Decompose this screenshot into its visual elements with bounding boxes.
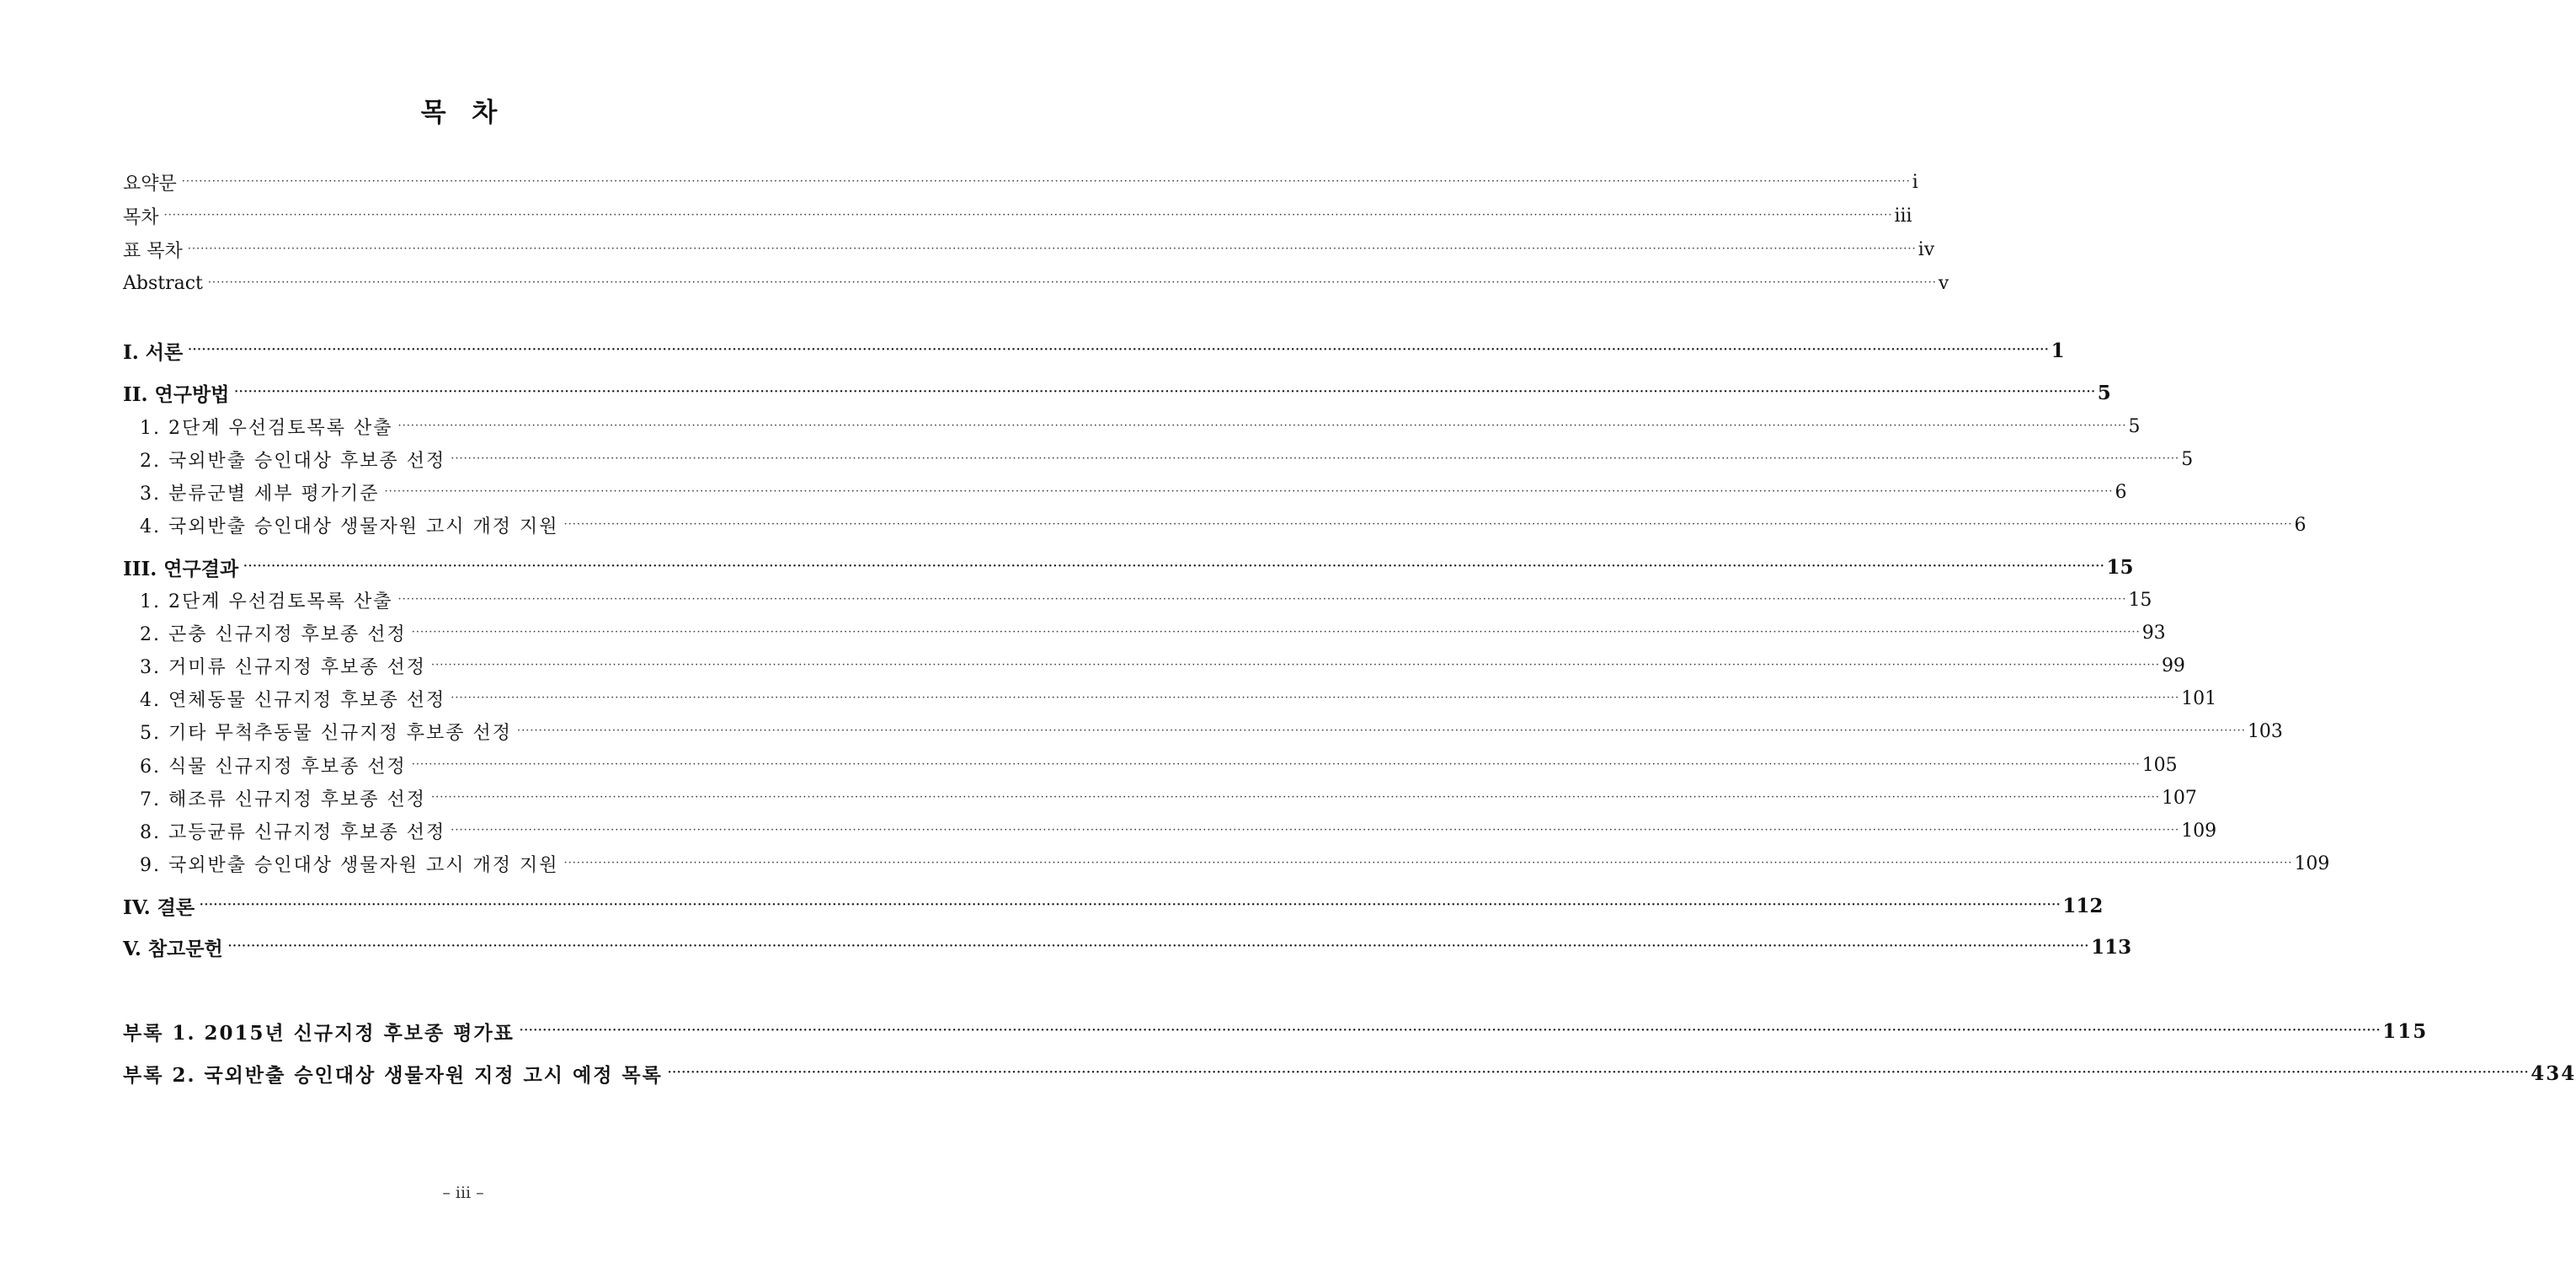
dot-leader: ················································································································································································································································································································································································································ [207,276,1937,289]
toc-entry[interactable] [123,585,2152,615]
toc-entry-page: 6 [2115,481,2127,503]
toc-entry-page: 93 [2141,622,2166,644]
toc-entry[interactable] [123,932,2132,962]
dot-leader: ················································································································································································································································································································································································································ [563,857,2293,869]
page-title: 목 차 [420,98,506,128]
toc-entry-page: 6 [2294,514,2307,536]
toc-entry[interactable] [123,510,2307,540]
dot-leader: ················································································································································································································································································································································································································ [411,626,2141,639]
dot-leader: ················································································································································································································································································································································································································ [188,344,2050,356]
toc-entry-label: III. 연구결과 [123,557,239,580]
toc-entry-label: 1. 2단계 우선검토목록 산출 [140,591,393,612]
dot-leader: ················································································································································································································································································································································································································ [563,518,2293,531]
toc-entry-label: 5. 기타 무척추동물 신규지정 후보종 선정 [140,722,512,744]
toc-entry[interactable] [123,815,2217,846]
toc-entry[interactable] [123,1016,2429,1046]
toc-entry-label: 7. 해조류 신규지정 후보종 선정 [140,789,426,810]
toc-entry-label: 목차 [123,206,159,228]
dot-leader: ················································································································································································································································································································································································································ [243,560,2105,573]
toc-entry-page: 103 [2247,720,2283,742]
toc-entry-label: I. 서론 [123,340,184,364]
toc-entry-page: 109 [2294,853,2330,874]
dot-leader: ················································································································································································································································································································································································································ [397,593,2127,606]
dot-leader: ················································································································································································································································································································································································································ [227,940,2090,953]
toc-entry-page: 5 [2181,448,2194,470]
toc-entry[interactable] [123,411,2141,441]
toc-entry[interactable] [123,683,2217,714]
page-number: – iii – [442,1184,484,1202]
toc-entry-label: 부록 2. 국외반출 승인대상 생물자원 지정 고시 예정 목록 [123,1063,663,1087]
toc-entry-page: 113 [2091,935,2132,959]
dot-leader: ················································································································································································································································································································································································································ [451,692,2180,704]
dot-leader: ················································································································································································································································································································································································································ [397,420,2127,432]
toc-entry-page: 112 [2062,894,2104,917]
toc-entry-page: 105 [2141,754,2178,776]
toc-entry-label: 4. 국외반출 승인대상 생물자원 고시 개정 지원 [140,516,559,537]
toc-entry[interactable] [123,335,2065,366]
toc-entry-label: 표 목차 [123,240,183,262]
toc-entry[interactable] [123,167,1918,197]
toc-entry-page: v [1938,272,1949,294]
toc-entry-page: 107 [2161,787,2197,809]
toc-entry-label: 요약문 [123,173,177,195]
toc-entry-page: 5 [2097,381,2111,404]
toc-entry-page: 99 [2161,655,2185,676]
dot-leader: ················································································································································································································································································································································································································ [411,758,2141,771]
toc-entry-label: 4. 연체동물 신규지정 후보종 선정 [140,689,446,711]
dot-leader: ················································································································································································································································································································································································································ [163,209,1893,222]
toc-entry[interactable] [123,444,2194,474]
toc-entry[interactable] [123,750,2178,780]
toc-entry[interactable] [123,477,2127,507]
toc-entry-label: 6. 식물 신규지정 후보종 선정 [140,756,407,778]
toc-entry[interactable] [123,1058,2576,1088]
toc-entry-label: IV. 결론 [123,895,195,919]
toc-entry-label: 2. 국외반출 승인대상 후보종 선정 [140,450,446,472]
dot-leader: ················································································································································································································································································································································································································ [384,485,2114,498]
dot-leader: ················································································································································································································································································································································································································ [451,824,2180,837]
toc-entry-page: 109 [2181,820,2217,842]
toc-entry-label: 9. 국외반출 승인대상 생물자원 고시 개정 지원 [140,854,559,876]
toc-entry-label: 2. 곤충 신규지정 후보종 선정 [140,623,407,645]
toc-entry-page: 5 [2128,415,2141,437]
toc-entry[interactable] [123,234,1935,265]
dot-leader: ················································································································································································································································································································································································································ [234,386,2096,398]
toc-entry-label: 8. 고등균류 신규지정 후보종 선정 [140,821,446,843]
toc-entry-page: ⅳ [1917,238,1935,260]
dot-leader: ················································································································································································································································································································································································································ [667,1067,2530,1079]
toc-entry-label: V. 참고문헌 [123,937,223,960]
toc-entry-label: 1. 2단계 우선검토목록 산출 [140,417,393,439]
dot-leader: ················································································································································································································································································································································································································ [431,659,2160,671]
dot-leader: ················································································································································································································································································································································································································ [519,1024,2381,1037]
dot-leader: ················································································································································································································································································································································································································ [187,243,1917,255]
toc-entry-page: i [1912,171,1918,193]
toc-entry-page: 15 [2106,555,2134,579]
toc-entry-page: 115 [2382,1019,2429,1043]
toc-entry[interactable] [123,890,2104,921]
toc-entry[interactable] [123,783,2197,813]
toc-entry[interactable] [123,200,1912,231]
toc-entry-page: 1 [2051,339,2065,362]
toc-entry[interactable] [123,650,2185,681]
dot-leader: ················································································································································································································································································································································································································ [451,452,2180,465]
toc-entry-label: 3. 분류군별 세부 평가기준 [140,483,380,505]
toc-entry-label: II. 연구방법 [123,382,230,406]
toc-entry[interactable] [123,716,2283,746]
dot-leader: ················································································································································································································································································································································································································ [200,899,2061,911]
toc-entry-page: iii [1894,205,1912,227]
toc-entry[interactable] [123,552,2134,582]
toc-entry-page: 101 [2181,687,2217,709]
toc-entry[interactable] [123,617,2166,648]
dot-leader: ················································································································································································································································································································································································································ [517,724,2246,737]
toc-entry[interactable] [123,268,1949,298]
toc-entry-page: 15 [2128,589,2152,611]
toc-entry-label: Abstract [123,272,203,294]
toc-entry-page: 434 [2531,1061,2576,1085]
dot-leader: ················································································································································································································································································································································································································ [431,791,2160,804]
dot-leader: ················································································································································································································································································································································································································ [181,175,1911,188]
toc-entry-label: 3. 거미류 신규지정 후보종 선정 [140,656,426,678]
toc-entry[interactable] [123,377,2111,408]
toc-entry[interactable] [123,848,2330,879]
toc-entry-label: 부록 1. 2015년 신규지정 후보종 평가표 [123,1021,515,1045]
